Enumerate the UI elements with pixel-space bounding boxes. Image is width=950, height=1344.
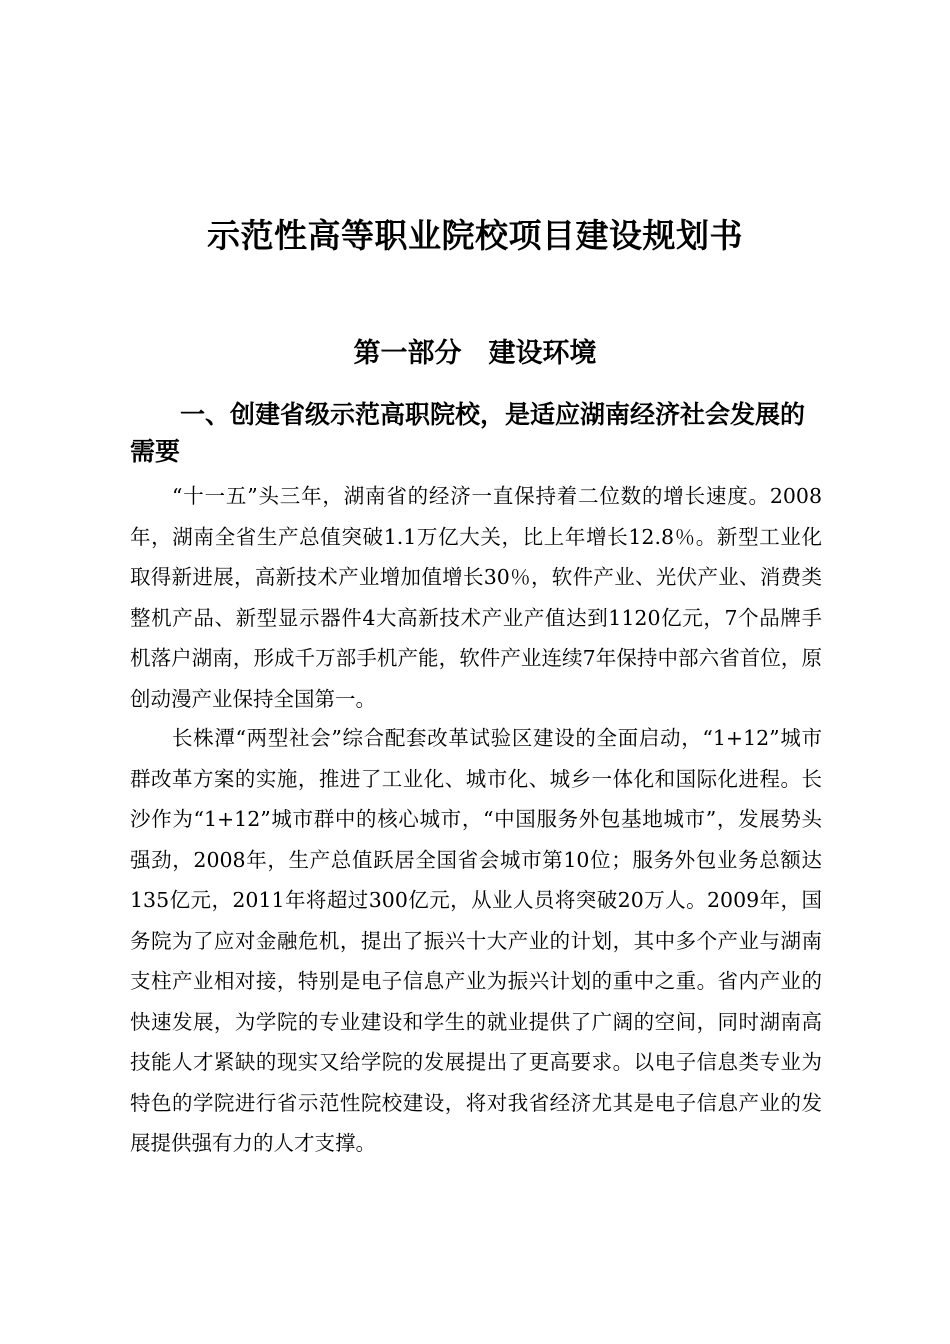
part-title: 第一部分 建设环境 — [353, 338, 597, 369]
section-heading: 一、创建省级示范高职院校，是适应湖南经济社会发展的需要 — [130, 400, 806, 466]
document-title: 示范性高等职业院校项目建设规划书 — [207, 216, 743, 255]
body-paragraph-1: “十一五”头三年，湖南省的经济一直保持着二位数的增长速度。2008年，湖南全省生产总值突破1.1万亿大关，比上年增长12.8％。新型工业化取得新进展，高新技术产业增加值增长30％，软件产业、光伏产业、消费类整机产品、新型显示器件4大高新技术产业产值达到1120亿元，7个品牌手机落户湖南，形成千万部手机产能，软件产业连续7年保持中部六省首位，原创动漫产业保持全国第一。 — [130, 484, 822, 711]
body-paragraph-2: 长株潭“两型社会”综合配套改革试验区建设的全面启动，“1+12”城市群改革方案的实施，推进了工业化、城市化、城乡一体化和国际化进程。长沙作为“1+12”城市群中的核心城市，“中国服务外包基地城市”，发展势头强劲，2008年，生产总值跃居全国省会城市第10位；服务外包业务总额达135亿元，2011年将超过300亿元，从业人员将突破20万人。2009年，国务院为了应对金融危机，提出了振兴十大产业的计划，其中多个产业与湖南支柱产业相对接，特别是电子信息产业为振兴计划的重中之重。省内产业的快速发展，为学院的专业建设和学生的就业提供了广阔的空间，同时湖南高技能人才紧缺的现实又给学院的发展提出了更高要求。以电子信息类专业为特色的学院进行省示范性院校建设，将对我省经济尤其是电子信息产业的发展提供强有力的人才支撑。 — [130, 726, 822, 1155]
